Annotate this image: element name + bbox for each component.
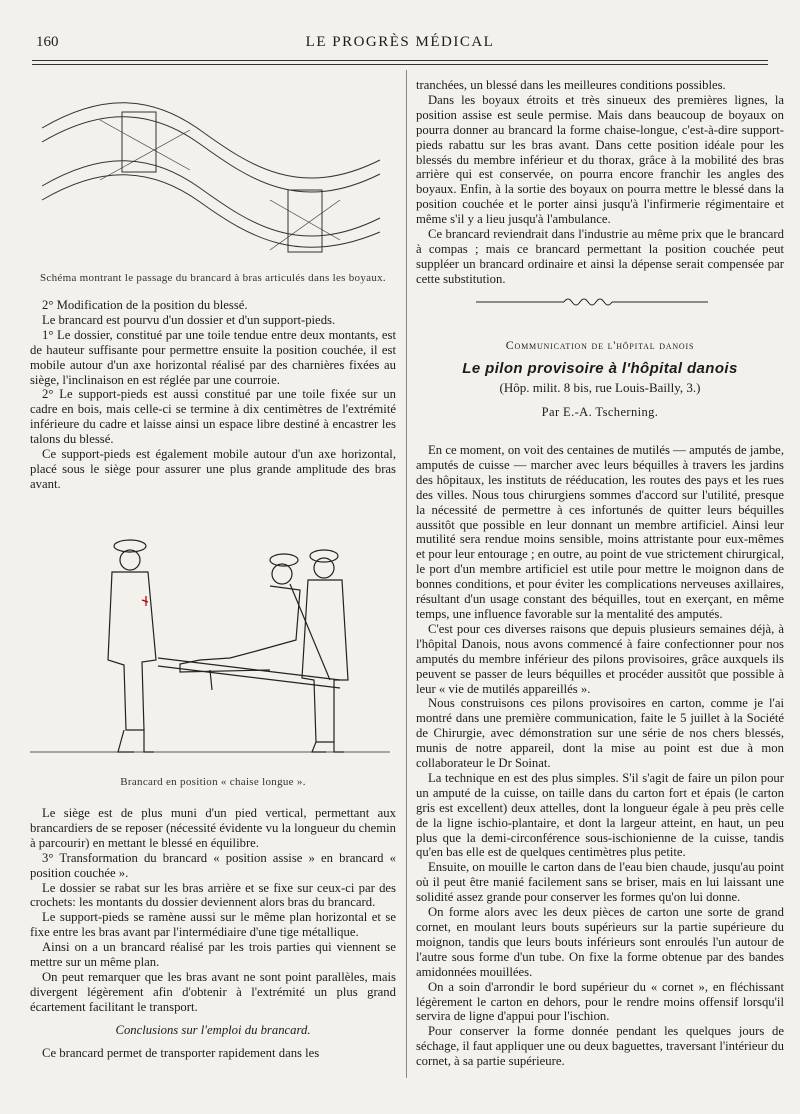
paragraph: On forme alors avec les deux pièces de carton une sorte de grand cornet, en moulant leurs bouts supérieurs sur la partie supérieure du moignon, tandis que leurs bouts inférieurs sont enroulés l'un autour de l'autre sous forme d'un tube. On fixe la forme obtenue par des bandes amidonnées mouillées. (416, 905, 784, 979)
paragraph: Nous construisons ces pilons provisoires en carton, comme je l'ai montré dans une première communication, faite le 5 juillet à la Société de Chirurgie, avec démonstration sur une série de nos chers blessés, munis de notre appareil, dont la mise au point est due à mon collaborateur le Dr Soinat. (416, 696, 784, 771)
article-title: Le pilon provisoire à l'hôpital danois (462, 360, 738, 377)
paragraph: On a soin d'arrondir le bord supérieur du « cornet », en fléchissant légèrement le carton en dehors, pour le rendre moins offensif lorsqu'il servira de ligne d'appui pour l'ischion. (416, 979, 784, 1024)
section-label: Communication de l'hôpital danois (505, 338, 695, 352)
paragraph: Le brancard est pourvu d'un dossier et d'un support-pieds. (42, 312, 336, 327)
paragraph: 2° Le support-pieds est aussi constitué par une toile fixée sur un cadre en bois, mais celle-ci se termine à dix centimètres de l'extrémité inférieure du cadre et laisse ainsi un espace libre destiné à encastrer les talons du blessé. (30, 387, 396, 447)
paragraph: 1° Le dossier, constitué par une toile tendue entre deux montants, est de hauteur suffisante pour permettre ensuite la position couchée, il est mobile autour d'un axe horizontal réalisé par des charnières fixées au siège, l'inclinaison en est réglée par une courroie. (30, 327, 396, 387)
paragraph: Ce brancard reviendrait dans l'industrie au même prix que le brancard à compas ; mais ce brancard permettant la position couchée peut suppléer un brancard ordinaire et ainsi la dépense serait compensée par cette substitution. (416, 227, 784, 286)
left-column-top (30, 298, 396, 492)
stretcher-illustration (30, 530, 390, 770)
right-column-bottom (416, 443, 784, 1069)
paragraph: Ainsi on a un brancard réalisé par les trois parties qui viennent se mettre sur un même plan. (30, 940, 396, 970)
paragraph: Dans les boyaux étroits et très sinueux des premières lignes, la position assise est seule permise. Mais dans beaucoup de boyaux on pourra donner au brancard la forme chaise-longue, c'est-à-dire support-pieds rabattu sur les bras avant. Dans cette position idéale pour les blessés du membre inférieur et du thorax, grâce à la mobilité des bras arrière qui est conservée, on pourra encore franchir les angles des boyaux. Enfin, à la sortie des boyaux on pourra mettre le blessé dans la position couchée et le porter ainsi jusqu'à l'infirmerie régimentaire et même s'il y a lieu jusqu'à l'ambulance. (416, 92, 784, 227)
right-column-top (416, 78, 784, 287)
left-column-bottom (30, 806, 396, 1061)
paragraph: Le support-pieds se ramène aussi sur le même plan horizontal et se fixe entre les bras avant par l'intermédiaire d'une tige métallique. (30, 910, 396, 940)
header-rule-double (32, 64, 768, 65)
paragraph: tranchées, un blessé dans les meilleures conditions possibles. (416, 78, 726, 92)
running-title: LE PROGRÈS MÉDICAL (305, 34, 495, 50)
paragraph: 2° Modification de la position du blessé. (42, 298, 248, 312)
article-author: Par E.-A. Tscherning. (541, 405, 659, 419)
article-subtitle: (Hôp. milit. 8 bis, rue Louis-Bailly, 3.) (499, 380, 701, 395)
paragraph: On peut remarquer que les bras avant ne sont point parallèles, mais divergent légèrement afin d'obtenir à l'extrémité un plus grand écartement facilitant le transport. (30, 969, 396, 1014)
paragraph: 3° Transformation du brancard « position assise » en brancard « position couchée ». (30, 850, 396, 880)
column-divider (406, 70, 407, 1078)
paragraph: Ce brancard permet de transporter rapidement dans les (42, 1045, 320, 1060)
paragraph: Ensuite, on mouille le carton dans de l'eau bien chaude, jusqu'au point où il peut être manié facilement sans se briser, mais en lui laissant une solidité assez grande pour conserver les formes qu'on lui donne. (416, 860, 784, 905)
paragraph: Le siège est de plus muni d'un pied vertical, permettant aux brancardiers de se reposer (nécessité évidente vu la longueur du chemin à parcourir) en mettant le blessé en équilibre. (30, 806, 396, 850)
paragraph: La technique en est des plus simples. S'il s'agit de faire un pilon pour un amputé de la cuisse, on taille dans du carton fort et épais (le carton gris est excellent) deux attelles, dont la longueur égale à peu près celle de la ligne ischio-plantaire, et dont la largeur atteint, en haut, un peu plus que la demi-circonférence sous-ischionienne de la cuisse, tandis qu'en bas elle est de quelques centimètres plus petite. (416, 770, 784, 860)
trench-schema-figure (40, 90, 386, 270)
header-rule (32, 60, 768, 61)
figure-caption-schema: Schéma montrant le passage du brancard à bras articulés dans les boyaux. (40, 272, 386, 284)
section-subheading: Conclusions sur l'emploi du brancard. (115, 1022, 311, 1037)
figure-caption-stretcher: Brancard en position « chaise longue ». (120, 776, 306, 788)
section-ornament (476, 294, 708, 310)
paragraph: C'est pour ces diverses raisons que depuis plusieurs semaines déjà, à l'hôpital Danois, nous avons commencé à faire confectionner pour nos amputés du membre inférieur des pilons provisoires, grâce auxquels ils peuvent se passer de leurs béquilles et procéder aussitôt que possible à leur « vie de mutilés appareillés ». (416, 621, 784, 696)
paragraph: Ce support-pieds est également mobile autour d'un axe horizontal, placé sous le siège pour assurer une plus grande amplitude des bras avant. (30, 447, 396, 491)
page-number: 160 (36, 34, 59, 50)
paragraph: Le dossier se rabat sur les bras arrière et se fixe sur ceux-ci par des crochets: les montants du dossier deviennent alors bras du brancard. (30, 880, 396, 910)
paragraph: Pour conserver la forme donnée pendant les quelques jours de séchage, il faut appliquer une ou deux baguettes, traversant l'intérieur du cornet, à sa partie supérieure. (416, 1024, 784, 1069)
paragraph: En ce moment, on voit des centaines de mutilés — amputés de jambe, amputés de cuisse — marcher avec leurs béquilles à travers les jardins des hôpitaux, les instituts de rééducation, les routes des pays et les rues des villes. Nous tous chirurgiens sommes d'accord sur l'utilité, presque la nécessité de permettre à ces infortunés de quitter leurs béquilles aussitôt que possible en leur donnant un membre artificiel. Ainsi leur mutilité sera rendue moins sensible, moins attristante pour eux-mêmes et pour leur entourage ; en outre, au point de vue strictement chirurgical, le port d'un membre artificiel est utile pour mettre le moignon dans de bonnes conditions, et pour éviter les complications nerveuses axillaires, résultant d'un usage constant des béquilles, tout en exerçant, en même temps, une influence favorable sur la mentalité des amputés. (416, 443, 784, 621)
page-header (32, 34, 768, 56)
